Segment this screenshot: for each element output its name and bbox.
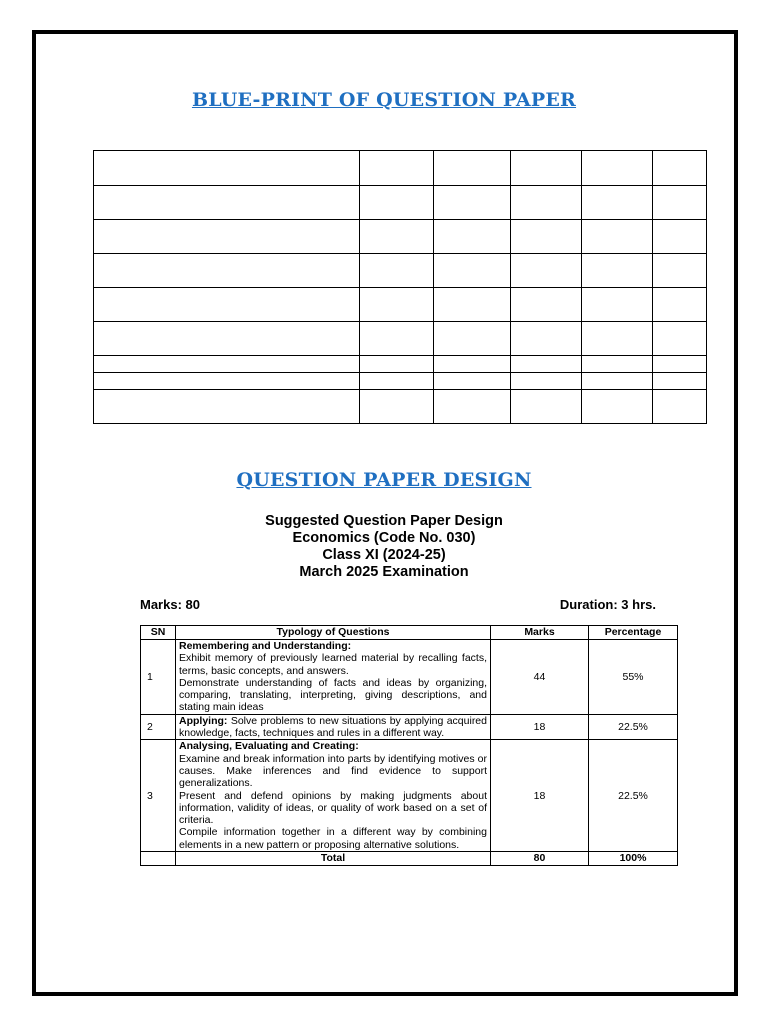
table-header-row bbox=[141, 626, 678, 640]
total-sn-blank bbox=[141, 852, 176, 866]
blueprint-cell bbox=[94, 220, 360, 254]
blueprint-cell bbox=[434, 390, 511, 424]
blueprint-row bbox=[94, 186, 707, 220]
blueprint-cell bbox=[94, 151, 360, 186]
typology-line: Present and defend opinions by making judgments about information, validity of ideas, or quality of work based on a set of criteria. bbox=[179, 789, 487, 827]
blueprint-cell bbox=[653, 288, 707, 322]
blueprint-cell bbox=[653, 390, 707, 424]
blueprint-heading: BLUE-PRINT OF QUESTION PAPER bbox=[191, 89, 577, 111]
total-label: Total bbox=[176, 852, 491, 866]
blueprint-cell bbox=[511, 151, 582, 186]
duration: Duration: 3 hrs. bbox=[559, 597, 656, 612]
blueprint-cell bbox=[360, 288, 434, 322]
row-marks: 18 bbox=[491, 740, 589, 852]
blueprint-cell bbox=[511, 220, 582, 254]
blueprint-cell bbox=[511, 373, 582, 390]
blueprint-row bbox=[94, 373, 707, 390]
blueprint-cell bbox=[94, 288, 360, 322]
design-title bbox=[0, 513, 768, 581]
row-sn: 2 bbox=[141, 714, 176, 740]
blueprint-cell bbox=[582, 220, 653, 254]
blueprint-cell bbox=[360, 373, 434, 390]
blueprint-cell bbox=[511, 390, 582, 424]
blueprint-cell bbox=[94, 186, 360, 220]
blueprint-table bbox=[93, 150, 707, 424]
row-typology bbox=[176, 640, 491, 715]
blueprint-cell bbox=[653, 356, 707, 373]
header-percentage: Percentage bbox=[589, 626, 678, 640]
blueprint-cell bbox=[434, 220, 511, 254]
blueprint-cell bbox=[434, 254, 511, 288]
blueprint-row bbox=[94, 390, 707, 424]
blueprint-cell bbox=[434, 322, 511, 356]
blueprint-cell bbox=[360, 390, 434, 424]
blueprint-cell bbox=[511, 288, 582, 322]
blueprint-cell bbox=[360, 151, 434, 186]
blueprint-cell bbox=[653, 373, 707, 390]
row-marks: 18 bbox=[491, 714, 589, 740]
table-row bbox=[141, 640, 678, 715]
blueprint-row bbox=[94, 151, 707, 186]
row-typology bbox=[176, 740, 491, 852]
header-sn: SN bbox=[141, 626, 176, 640]
blueprint-cell bbox=[582, 373, 653, 390]
blueprint-cell bbox=[434, 356, 511, 373]
typology-line: Exhibit memory of previously learned material by recalling facts, terms, basic concepts, and answers. bbox=[179, 652, 487, 677]
blueprint-cell bbox=[511, 356, 582, 373]
blueprint-row bbox=[94, 254, 707, 288]
blueprint-cell bbox=[94, 254, 360, 288]
blueprint-cell bbox=[360, 322, 434, 356]
blueprint-row bbox=[94, 288, 707, 322]
blueprint-cell bbox=[653, 322, 707, 356]
row-sn: 1 bbox=[141, 640, 176, 715]
blueprint-cell bbox=[511, 322, 582, 356]
typology-line: Demonstrate understanding of facts and ideas by organizing, comparing, translating, interpreting, giving descriptions, and stating main ideas bbox=[179, 676, 487, 714]
row-percentage: 22.5% bbox=[589, 714, 678, 740]
table-row bbox=[141, 740, 678, 852]
blueprint-cell bbox=[653, 186, 707, 220]
blueprint-cell bbox=[582, 322, 653, 356]
typology-lead: Applying: bbox=[179, 714, 228, 727]
blueprint-cell bbox=[94, 390, 360, 424]
design-title-line: Suggested Question Paper Design bbox=[265, 513, 503, 529]
header-typology: Typology of Questions bbox=[176, 626, 491, 640]
blueprint-cell bbox=[434, 186, 511, 220]
blueprint-cell bbox=[360, 220, 434, 254]
blueprint-cell bbox=[94, 373, 360, 390]
blueprint-cell bbox=[360, 356, 434, 373]
row-sn: 3 bbox=[141, 740, 176, 852]
blueprint-cell bbox=[94, 322, 360, 356]
blueprint-cell bbox=[511, 186, 582, 220]
blueprint-cell bbox=[582, 186, 653, 220]
row-marks: 44 bbox=[491, 640, 589, 715]
total-row bbox=[141, 852, 678, 866]
blueprint-cell bbox=[434, 288, 511, 322]
design-title-line: Class XI (2024-25) bbox=[322, 547, 446, 563]
typology-title: Remembering and Understanding: bbox=[179, 640, 352, 652]
blueprint-cell bbox=[653, 151, 707, 186]
blueprint-cell bbox=[434, 151, 511, 186]
blueprint-cell bbox=[94, 356, 360, 373]
typology-line: Examine and break information into parts by identifying motives or causes. Make inferences and find evidence to support generalizations. bbox=[179, 752, 487, 790]
blueprint-row bbox=[94, 356, 707, 373]
blueprint-cell bbox=[434, 373, 511, 390]
question-design-table bbox=[140, 625, 678, 866]
blueprint-cell bbox=[360, 186, 434, 220]
total-marks: 80 bbox=[491, 852, 589, 866]
design-heading: QUESTION PAPER DESIGN bbox=[236, 469, 532, 491]
blueprint-cell bbox=[582, 288, 653, 322]
row-percentage: 22.5% bbox=[589, 740, 678, 852]
table-row bbox=[141, 714, 678, 740]
total-percentage: 100% bbox=[589, 852, 678, 866]
max-marks: Marks: 80 bbox=[140, 597, 200, 612]
row-percentage: 55% bbox=[589, 640, 678, 715]
blueprint-cell bbox=[582, 390, 653, 424]
blueprint-row bbox=[94, 322, 707, 356]
blueprint-cell bbox=[653, 254, 707, 288]
typology-title: Analysing, Evaluating and Creating: bbox=[179, 740, 359, 753]
design-title-line: Economics (Code No. 030) bbox=[292, 530, 476, 546]
typology-text: Solve problems to new situations by applying acquired knowledge, facts, techniques and rules in a different way. bbox=[179, 714, 487, 740]
blueprint-cell bbox=[582, 151, 653, 186]
design-title-line: March 2025 Examination bbox=[299, 564, 469, 580]
blueprint-cell bbox=[653, 220, 707, 254]
blueprint-cell bbox=[582, 254, 653, 288]
blueprint-cell bbox=[511, 254, 582, 288]
header-marks: Marks bbox=[491, 626, 589, 640]
blueprint-cell bbox=[582, 356, 653, 373]
row-typology bbox=[176, 714, 491, 740]
typology-line: Compile information together in a different way by combining elements in a new pattern or proposing alternative solutions. bbox=[179, 826, 487, 851]
blueprint-row bbox=[94, 220, 707, 254]
blueprint-cell bbox=[360, 254, 434, 288]
